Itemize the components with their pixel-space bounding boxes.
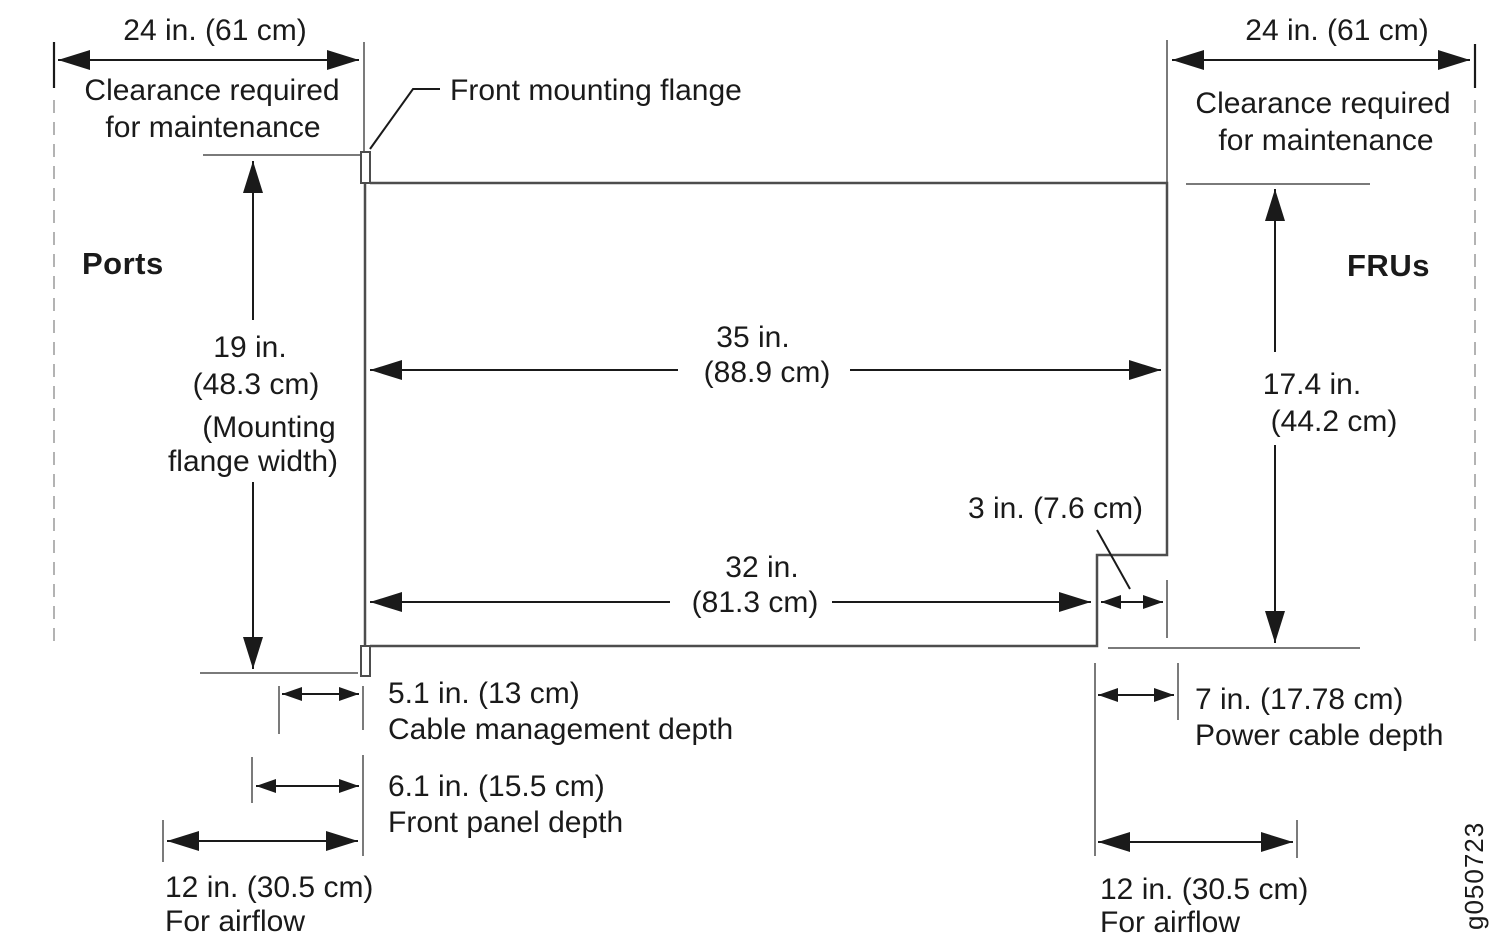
airflow-right-label: For airflow [1100, 906, 1241, 939]
clearance-left-dimension: 24 in. (61 cm) [123, 14, 307, 47]
flange-width-line-2: (48.3 cm) [192, 368, 320, 401]
cable-mgmt-dimension: 5.1 in. (13 cm) [388, 677, 580, 710]
fru-height-line-2: (44.2 cm) [1270, 405, 1398, 438]
front-flange-leader-line [370, 89, 440, 149]
airflow-left-label: For airflow [165, 905, 306, 938]
flange-width-line-4: flange width) [167, 445, 339, 478]
power-cable-label: Power cable depth [1195, 719, 1444, 752]
fru-height-line-1: 17.4 in. [1262, 368, 1362, 401]
chassis-depth-line-2: (81.3 cm) [691, 586, 819, 619]
notch-depth-label: 3 in. (7.6 cm) [968, 492, 1144, 525]
clearance-left-label-1: Clearance required [84, 74, 340, 107]
front-mounting-flange-label: Front mounting flange [450, 74, 742, 107]
cable-mgmt-label: Cable management depth [388, 713, 734, 746]
front-mounting-flange-top [361, 152, 370, 183]
clearance-right-label-1: Clearance required [1195, 87, 1451, 120]
front-panel-label: Front panel depth [388, 806, 624, 839]
notch-leader-line [1097, 530, 1130, 589]
clearance-left-label-2: for maintenance [105, 111, 321, 144]
front-mounting-flange-bottom [361, 646, 370, 676]
chassis-depth-line-1: 32 in. [725, 551, 799, 584]
chassis-width-line-1: 35 in. [716, 321, 790, 354]
airflow-right-dimension: 12 in. (30.5 cm) [1100, 873, 1309, 906]
frus-label: FRUs [1347, 248, 1430, 283]
front-panel-dimension: 6.1 in. (15.5 cm) [388, 770, 605, 803]
flange-width-line-3: (Mounting [202, 411, 336, 444]
labels [82, 14, 1489, 939]
airflow-left-dimension: 12 in. (30.5 cm) [165, 871, 374, 904]
clearance-right-dimension: 24 in. (61 cm) [1245, 14, 1429, 47]
chassis-width-line-2: (88.9 cm) [703, 356, 831, 389]
ports-label: Ports [82, 246, 164, 281]
extension-tick-lines [163, 40, 1370, 862]
power-cable-dimension: 7 in. (17.78 cm) [1195, 683, 1404, 716]
figure-id: g050723 [1459, 821, 1489, 930]
clearance-right-label-2: for maintenance [1218, 124, 1434, 157]
flange-width-line-1: 19 in. [213, 331, 287, 364]
